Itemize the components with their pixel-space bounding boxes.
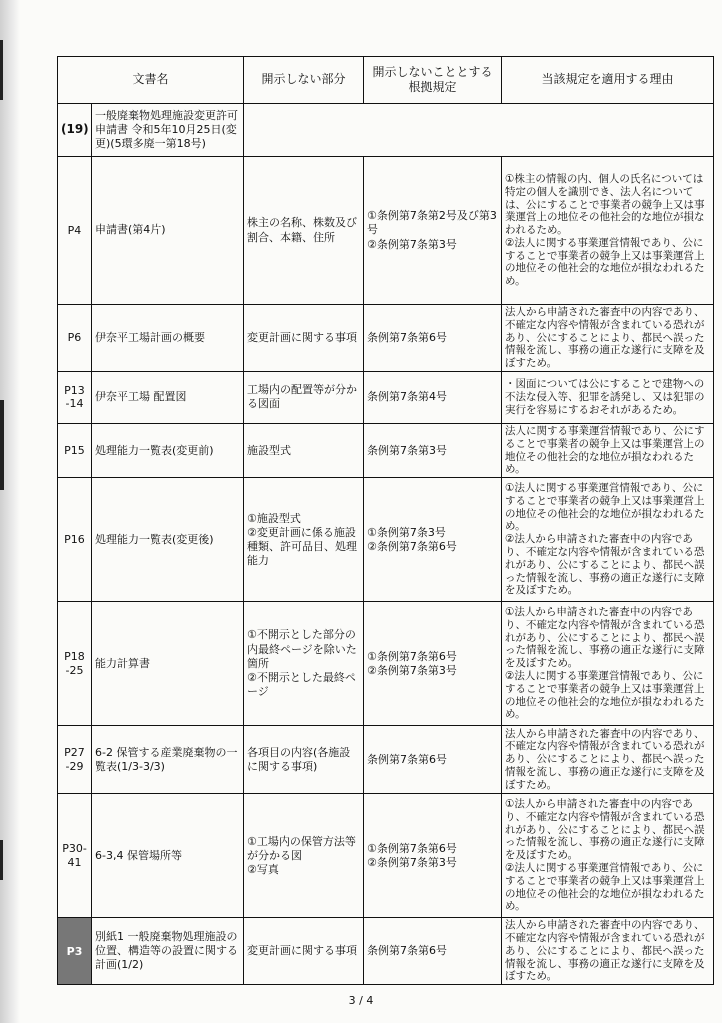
table-row — [58, 918, 714, 985]
basis-cell: ①条例第7条3号 ②条例第7条第6号 — [364, 478, 502, 602]
undisclosed-cell: 工場内の配置等が分かる図面 — [244, 371, 364, 423]
header-doc-name: 文書名 — [58, 57, 244, 104]
reason-cell: ・図面については公にすることで建物への不法な侵入等、犯罪を誘発し、又は犯罪の実行を容易にするおそれがあるため。 — [502, 371, 714, 423]
undisclosed-cell: 施設型式 — [244, 423, 364, 477]
table-row — [58, 157, 714, 305]
reason-cell: 法人から申請された審査中の内容であり、不確定な内容や情報が含まれている恐れがあり、公にすることにより、都民へ誤った情報を流し、事務の適正な遂行に支障を及ぼすため。 — [502, 305, 714, 372]
reason-cell: 法人に関する事業運営情報であり、公にすることで事業者の競争上又は事業運営上の地位その他社会的な地位が損なわれるため。 — [502, 423, 714, 477]
undisclosed-cell: ①施設型式 ②変更計画に係る施設種類、許可品目、処理能力 — [244, 478, 364, 602]
table-row — [58, 794, 714, 918]
undisclosed-cell: 各項目の内容(各施設に関する事項) — [244, 726, 364, 794]
doc-name-cell: 6-3,4 保管場所等 — [92, 794, 244, 918]
basis-cell: 条例第7条第3号 — [364, 423, 502, 477]
page-number: 3 / 4 — [348, 994, 374, 1007]
header-row — [58, 57, 714, 104]
doc-name-cell: 処理能力一覧表(変更後) — [92, 478, 244, 602]
basis-cell: ①条例第7条第2号及び第3号 ②条例第7条第3号 — [364, 157, 502, 305]
reason-cell: ①法人に関する事業運営情報であり、公にすることで事業者の競争上又は事業運営上の地位その他社会的な地位が損なわれるため。 ②法人から申請された審査中の内容であり、不確定な内容や情報が含まれている恐れがあり、公にすることにより、都民へ誤った情報を流し、事務の適正な遂行に支障を及ぼすため。 — [502, 478, 714, 602]
doc-name-cell: 6-2 保管する産業廃棄物の一覧表(1/3-3/3) — [92, 726, 244, 794]
table-row — [58, 423, 714, 477]
basis-cell: 条例第7条第4号 — [364, 371, 502, 423]
header-basis: 開示しないこととする 根拠規定 — [364, 57, 502, 104]
reason-cell: 法人から申請された審査中の内容であり、不確定な内容や情報が含まれている恐れがあり、公にすることにより、都民へ誤った情報を流し、事務の適正な遂行に支障を及ぼすため。 — [502, 918, 714, 985]
undisclosed-cell: 変更計画に関する事項 — [244, 918, 364, 985]
basis-cell: 条例第7条第6号 — [364, 726, 502, 794]
section-number: (19) — [58, 104, 92, 157]
section-empty — [244, 104, 714, 157]
reason-cell: ①法人から申請された審査中の内容であり、不確定な内容や情報が含まれている恐れがあり、公にすることにより、都民へ誤った情報を流し、事務の適正な遂行に支障を及ぼすため。 ②法人に関する事業運営情報であり、公にすることで事業者の競争上又は事業運営上の地位その他社会的な地位が損なわれるため。 — [502, 602, 714, 726]
table-row — [58, 478, 714, 602]
table-row — [58, 371, 714, 423]
scan-edge — [0, 0, 20, 1023]
doc-name-cell: 伊奈平工場計画の概要 — [92, 305, 244, 372]
scan-mark — [0, 840, 3, 880]
section-row — [58, 104, 714, 157]
table-row — [58, 726, 714, 794]
page-ref: P3 — [58, 918, 92, 985]
page-ref: P15 — [58, 423, 92, 477]
basis-cell: 条例第7条第6号 — [364, 305, 502, 372]
doc-name-cell: 処理能力一覧表(変更前) — [92, 423, 244, 477]
table-row — [58, 305, 714, 372]
reason-cell: 法人から申請された審査中の内容であり、不確定な内容や情報が含まれている恐れがあり、公にすることにより、都民へ誤った情報を流し、事務の適正な遂行に支障を及ぼすため。 — [502, 726, 714, 794]
reason-cell: ①株主の情報の内、個人の氏名については特定の個人を識別でき、法人名については、公にすることで事業者の競争上又は事業運営上の地位その他社会的な地位が損なわれるため。 ②法人に関する事業運営情報であり、公にすることで事業者の競争上又は事業運営上の地位その他社会的な地位が損なわれるため。 — [502, 157, 714, 305]
doc-name-cell: 伊奈平工場 配置図 — [92, 371, 244, 423]
doc-name-cell: 能力計算書 — [92, 602, 244, 726]
scan-mark — [0, 400, 4, 490]
basis-cell: 条例第7条第6号 — [364, 918, 502, 985]
basis-cell: ①条例第7条第6号 ②条例第7条第3号 — [364, 794, 502, 918]
disclosure-table — [57, 56, 714, 985]
scan-mark — [0, 40, 3, 100]
page-ref: P13 -14 — [58, 371, 92, 423]
page-ref: P16 — [58, 478, 92, 602]
doc-name-cell: 別紙1 一般廃棄物処理施設の位置、構造等の設置に関する計画(1/2) — [92, 918, 244, 985]
header-undisclosed: 開示しない部分 — [244, 57, 364, 104]
page-ref: P27 -29 — [58, 726, 92, 794]
undisclosed-cell: ①工場内の保管方法等が分かる図 ②写真 — [244, 794, 364, 918]
page-ref: P4 — [58, 157, 92, 305]
page-ref: P18 -25 — [58, 602, 92, 726]
undisclosed-cell: 変更計画に関する事項 — [244, 305, 364, 372]
section-title: 一般廃棄物処理施設変更許可申請書 令和5年10月25日(変更)(5環多廃一第18号) — [92, 104, 244, 157]
doc-name-cell: 申請書(第4片) — [92, 157, 244, 305]
basis-cell: ①条例第7条第6号 ②条例第7条第3号 — [364, 602, 502, 726]
table-row — [58, 602, 714, 726]
page-ref: P30- 41 — [58, 794, 92, 918]
header-reason: 当該規定を適用する理由 — [502, 57, 714, 104]
page-ref: P6 — [58, 305, 92, 372]
reason-cell: ①法人から申請された審査中の内容であり、不確定な内容や情報が含まれている恐れがあり、公にすることにより、都民へ誤った情報を流し、事務の適正な遂行に支障を及ぼすため。 ②法人に関する事業運営情報であり、公にすることで事業者の競争上又は事業運営上の地位その他社会的な地位が損なわれるため。 — [502, 794, 714, 918]
undisclosed-cell: 株主の名称、株数及び割合、本籍、住所 — [244, 157, 364, 305]
undisclosed-cell: ①不開示とした部分の内最終ページを除いた箇所 ②不開示とした最終ページ — [244, 602, 364, 726]
